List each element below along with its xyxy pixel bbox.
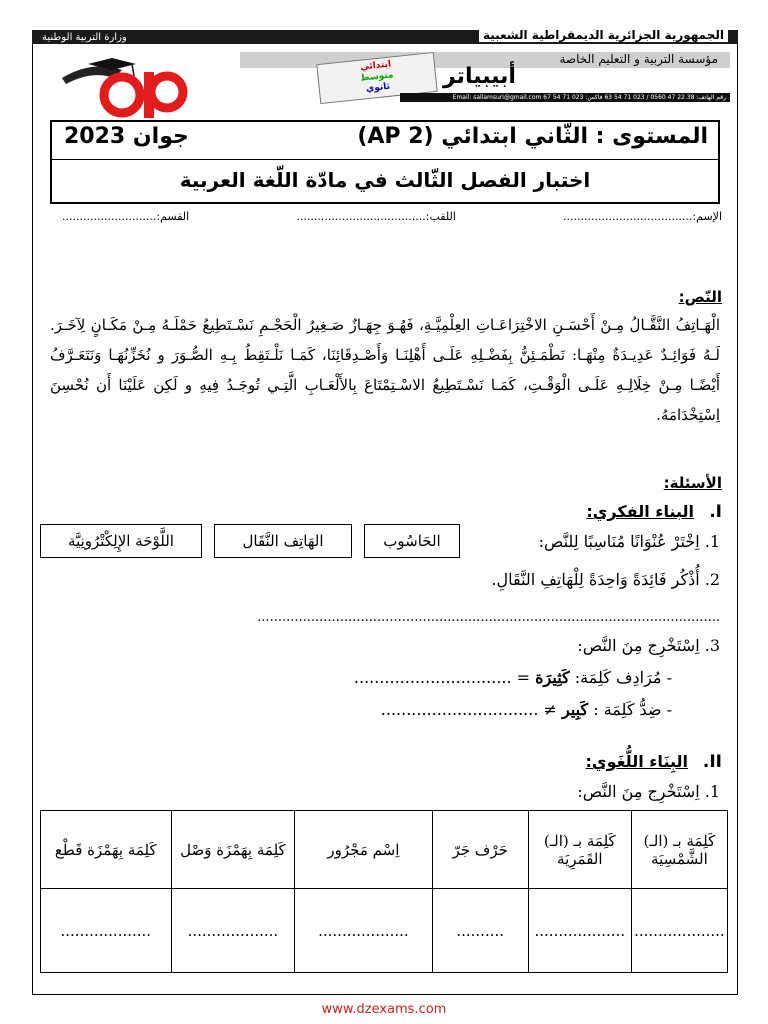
table-answer-cell[interactable]: ...................: [41, 889, 172, 973]
brand-name: أبيبياتر: [443, 64, 516, 89]
antonym-answer: ≠ ...............................: [380, 700, 563, 719]
school-logo-icon: [52, 50, 202, 120]
questions-heading: الأسئلة:: [663, 474, 722, 492]
table-header-row: [41, 811, 728, 889]
question-2: 2. أُذْكُر فَائِدَةً وَاحِدَةً لِلْهَاتِفِ النَّقَالِ.: [491, 570, 720, 589]
ministry-title: وزارة التربية الوطنية: [42, 32, 127, 43]
antonym-question[interactable]: [381, 700, 672, 719]
part1-title: البناء الفكري:: [586, 502, 694, 521]
synonym-answer: = ...............................: [353, 668, 536, 687]
class-field[interactable]: القسم:...........................: [62, 210, 190, 223]
institution-title: مؤسسة التربية و التعليم الخاصة: [559, 52, 718, 66]
exam-date: جوان 2023: [64, 124, 189, 149]
option-box[interactable]: الحَاسُوب: [364, 524, 460, 558]
badge-line: ثانوي: [365, 81, 391, 95]
name-field[interactable]: الإسم:.....................................: [563, 210, 722, 223]
answer-line[interactable]: ................................................................................................................: [257, 610, 720, 625]
badge-line: ابتدائي: [359, 59, 392, 73]
surname-field[interactable]: اللقب:.....................................: [296, 210, 456, 223]
table-header-cell: كَلِمَة بـ (الـ) القَمَرِيَة: [528, 811, 631, 889]
option-box[interactable]: الهَاتِف النَّقَال: [214, 524, 352, 558]
table-header-cell: كَلِمَة بِهَمْزَة قَطْع: [41, 811, 172, 889]
contact-strip: رقم الهاتف: 38 22 47 0560 / 023 71 54 63 فاكس: 023 71 54 67 Email: sallamsuri@gmail.com: [400, 93, 730, 102]
antonym-prefix: - ضِدُّ كَلِمَة :: [588, 700, 672, 719]
text-heading: النّص:: [678, 288, 722, 306]
antonym-word: كَبِير: [562, 700, 589, 719]
part2-question-1: 1. اِسْتَخْرِج مِنَ النَّص:: [577, 782, 720, 801]
question-3: 3. اِسْتَخْرِج مِنَ النَّص:: [577, 636, 720, 655]
question-1: 1. اِخْتَرْ عُنْوَانًا مُنَاسِبًا لِلنَّص:: [538, 532, 720, 551]
synonym-prefix: - مُرَادِف كَلِمَة:: [569, 668, 672, 687]
table-header-cell: كَلِمَة بِهَمْزَة وَصْل: [171, 811, 295, 889]
part2-title: البِنَاء اللُّغَوي:: [585, 752, 688, 771]
table-answer-cell[interactable]: ...................: [528, 889, 631, 973]
part2-number: II.: [702, 752, 722, 772]
option-box[interactable]: اللَّوْحَة الإِلِكْتْرُونِيَّة: [40, 524, 202, 558]
part1-number: I.: [709, 502, 722, 522]
exam-title: اختبار الفصل الثّالث في مادّة اللّغة العربية: [179, 168, 591, 192]
logo-ring: [104, 77, 140, 113]
table-answer-cell[interactable]: ...................: [295, 889, 432, 973]
grammar-table: [40, 810, 728, 973]
student-fields: [62, 210, 722, 223]
table-header-cell: حَرْف جَرّ: [432, 811, 528, 889]
republic-title: الجمهورية الجزائرية الديمقراطية الشعبية: [479, 28, 728, 42]
synonym-question[interactable]: [354, 668, 672, 687]
exam-level: المستوى : الثّاني ابتدائي (2 AP): [357, 124, 708, 149]
table-header-cell: كَلِمَة بـ (الـ) الشَّمْسِيَة: [631, 811, 727, 889]
table-answer-cell[interactable]: ...................: [631, 889, 727, 973]
footer-url[interactable]: www.dzexams.com: [321, 1002, 447, 1017]
reading-passage: الْهَـاتِفُ النَّقَّـالُ مِـنْ أَحْسَـنِ الاخْتِرَاعَـاتِ العِلْمِيَّـةِ، فَهُـوَ جِهَـازٌ صَـغِيرُ الْحَجْـمِ نَسْـتَطِيعُ حَمْلَـهُ مِـنْ مَكَـانٍ لِآخَـرَ. لَـهُ فَوَائِـدٌ عَدِيـدَةٌ مِنْهَـا: نَطْمَـئِنُّ بِفَضْـلِهِ عَلَـى أَهْلِنَـا وَأَصْـدِقَائِنَا، كَمَـا نَلْـتَقِطُ بِـهِ الصُّـوَرَ و نُخَزِّنُهَـا وَنَتَعَـرَّفُ أَيْضًـا مِـنْ خِلَالِـهِ عَلَـى الْوَقْـتِ، كَمَـا نَسْـتَطِيعُ الاسْـتِمْتَاعَ بِالأَلْعَـابِ الَّتِـي تُوجَـدُ فِيهِ و لَكِن عَلَيْنَا أَن نُحْسِنَ اِسْتِخْدَامَهُ.: [50, 316, 720, 424]
table-answer-cell[interactable]: ..........: [432, 889, 528, 973]
table-row: [41, 889, 728, 973]
synonym-word: كَثِيرَة: [535, 668, 570, 687]
table-header-cell: اِسْم مَجْرُور: [295, 811, 432, 889]
table-answer-cell[interactable]: ...................: [171, 889, 295, 973]
badge-line: متوسط: [359, 70, 395, 84]
logo-bowl: [151, 76, 183, 108]
